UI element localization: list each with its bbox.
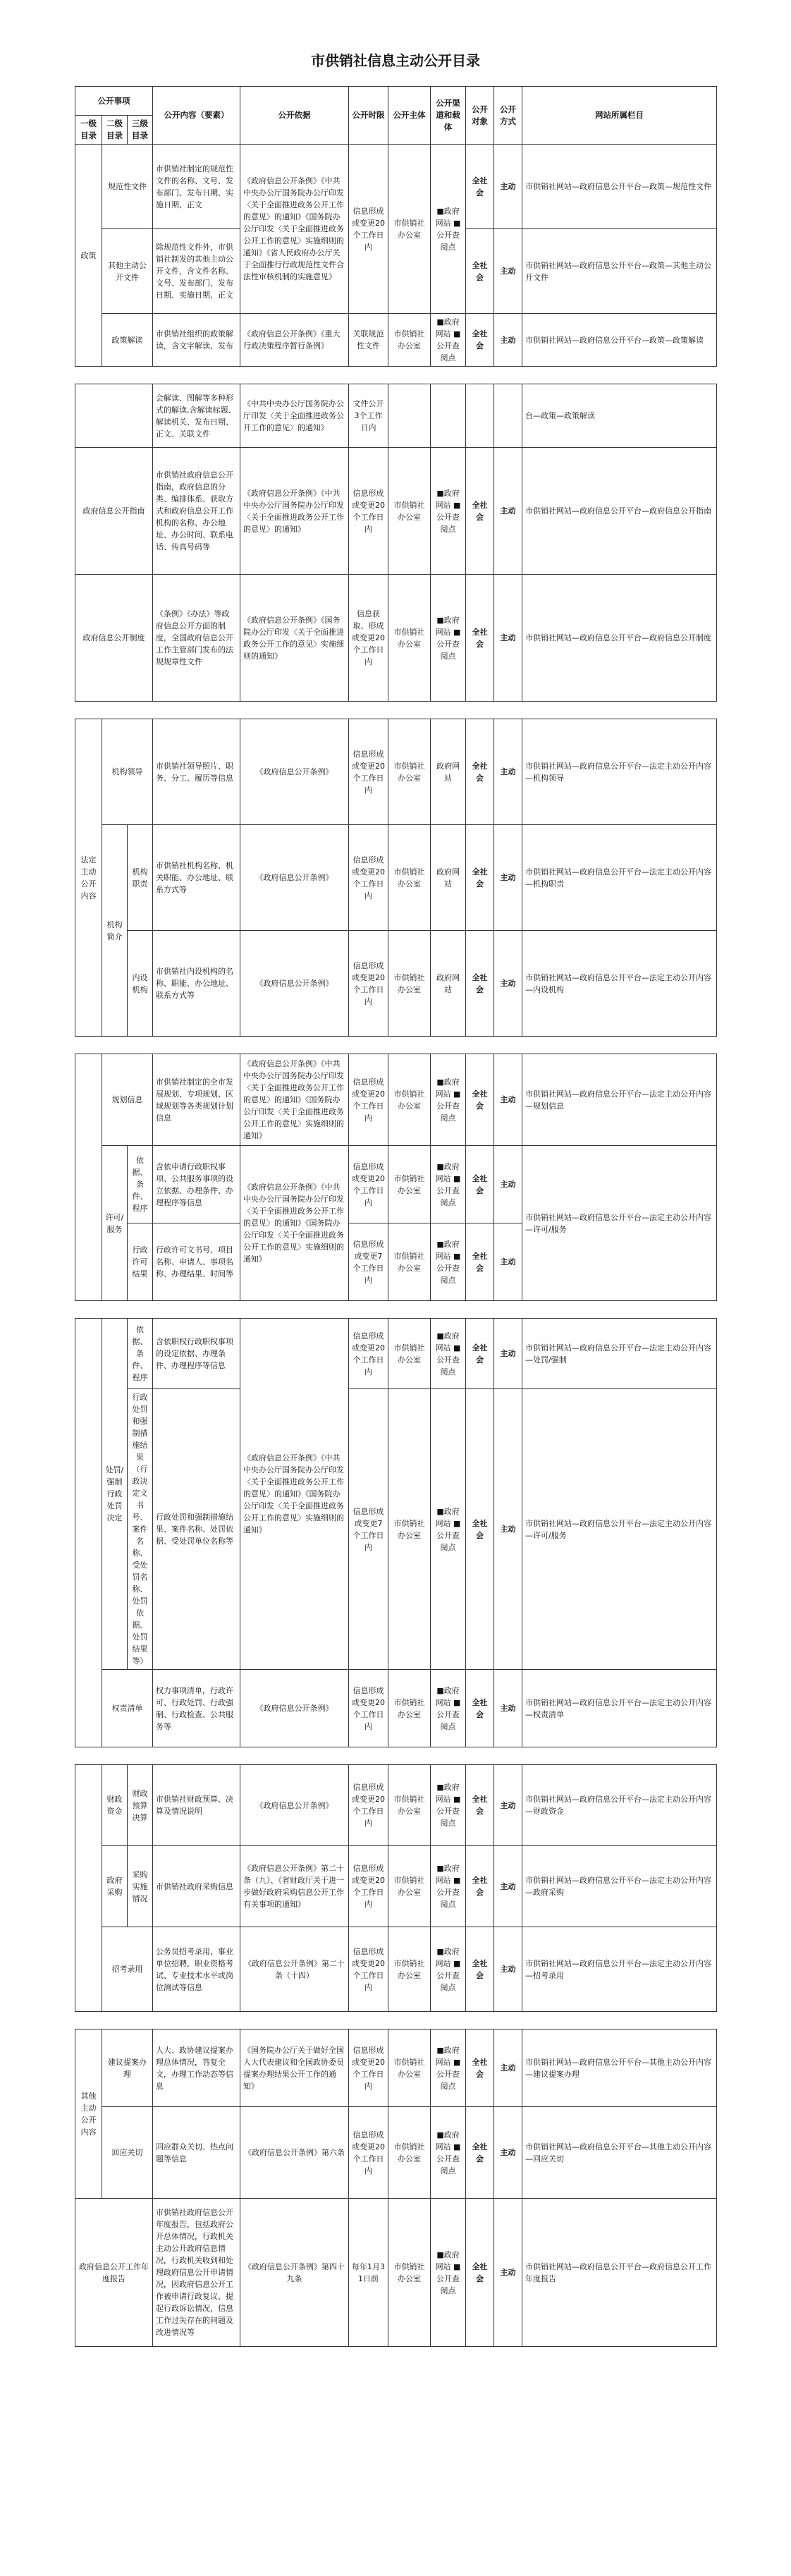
method-cell: 主动 (494, 145, 522, 229)
basis-cell: 《政府信息公开条例》《中共中央办公厅国务院办公厅印发〈关于全面推进政务公开工作的意见〉的通知》《国务院办公厅印发〈关于全面推进政务公开工作的意见〉实施细则的通知》 (240, 1054, 349, 1146)
basis-cell: 《政府信息公开条例》第二十条（九）、《省财政厅关于进一步做好政府采购信息公开工作有关事项的通知》 (240, 1846, 349, 1927)
subject-cell: 市供销社办公室 (388, 1223, 431, 1301)
level2-cell: 规范性文件 (102, 145, 153, 229)
table-row (75, 384, 717, 448)
method-cell: 主动 (494, 2029, 522, 2107)
site-cell: 市供销社网站—政府信息公开平台—法定主动公开内容—许可/服务 (522, 1146, 717, 1301)
content-cell: 行政处罚和强制措施结果、案件名称、处罚依据、受处罚单位名称等 (153, 1389, 240, 1670)
subject-cell: 市供销社办公室 (388, 1146, 431, 1223)
site-cell: 市供销社网站—政府信息公开平台—法定主动公开内容—财政资金 (522, 1765, 717, 1846)
carrier-cell: ■政府网站 ■公开查阅点 (431, 1223, 466, 1301)
target-cell: 全社会 (466, 1846, 494, 1927)
header-level1: 一级目录 (75, 116, 102, 145)
table-row (75, 2199, 717, 2347)
level2-cell: 政府采购 (102, 1846, 128, 1927)
subject-cell: 市供销社办公室 (388, 1765, 431, 1846)
basis-cell: 《政府信息公开条例》《国务院办公厅印发〈关于全面推进政务公开工作的意见〉实施细则的通知》 (240, 575, 349, 702)
target-cell: 全社会 (466, 1223, 494, 1301)
time-cell: 信息形成或变更20个工作日内 (349, 2107, 388, 2199)
header-carrier: 公开渠道和载体 (431, 87, 466, 145)
site-cell: 市供销社网站—政府信息公开平台—其他主动公开内容—回应关切 (522, 2107, 717, 2199)
table-row (75, 1389, 717, 1670)
time-cell: 文件公开3个工作日内 (349, 384, 388, 448)
carrier-cell: ■政府网站 ■公开查阅点 (431, 1146, 466, 1223)
site-cell: 市供销社网站—政府信息公开平台—政策—政策解读 (522, 314, 717, 367)
section-gap (75, 1301, 717, 1319)
site-cell: 市供销社网站—政府信息公开平台—法定主动公开内容—招考录用 (522, 1927, 717, 2012)
table-row (75, 2029, 717, 2107)
level2-cell: 权责清单 (102, 1670, 153, 1747)
level3-cell: 采购实施情况 (128, 1846, 153, 1927)
table-row (75, 2107, 717, 2199)
table-row (75, 1670, 717, 1747)
header-time: 公开时限 (349, 87, 388, 145)
level1-cell (75, 1319, 102, 1747)
level2-cell: 政策解读 (102, 314, 153, 367)
carrier-cell: ■政府网站 ■公开查阅点 (431, 1054, 466, 1146)
content-cell: 市供销社内设机构的名称、职能、办公地址、联系方式等 (153, 931, 240, 1037)
method-cell: 主动 (494, 229, 522, 314)
content-cell: 市供销社机构名称、机关职能、办公地址、联系方式等 (153, 825, 240, 931)
table-row (75, 145, 717, 229)
header-items: 公开事项 (75, 87, 153, 116)
level2-cell: 招考录用 (102, 1927, 153, 2012)
content-cell: 人大、政协建议提案办理总体情况，答复全文，办理工作动态等信息 (153, 2029, 240, 2107)
level2-cell: 规划信息 (102, 1054, 153, 1146)
method-cell: 主动 (494, 1765, 522, 1846)
target-cell: 全社会 (466, 1670, 494, 1747)
subject-cell: 市供销社办公室 (388, 1927, 431, 2012)
site-cell: 市供销社网站—政府信息公开平台—法定主动公开内容—内设机构 (522, 931, 717, 1037)
method-cell: 主动 (494, 2107, 522, 2199)
subject-cell: 市供销社办公室 (388, 2107, 431, 2199)
content-cell: 除规范性文件外，市供销社制发的其他主动公开文件，含文件名称、文号、发布部门、发布日期、实施日期、正文 (153, 229, 240, 314)
carrier-cell: ■政府网站 ■公开查阅点 (431, 575, 466, 702)
basis-cell: 《政府信息公开条例》 (240, 1670, 349, 1747)
subject-cell: 市供销社办公室 (388, 448, 431, 575)
content-cell: 公务员招考录用，事业单位招聘，职业资格考试、专业技术水平或岗位测试等信息 (153, 1927, 240, 2012)
subject-cell: 市供销社办公室 (388, 1054, 431, 1146)
subject-cell: 市供销社办公室 (388, 719, 431, 825)
disclosure-catalog-table (75, 86, 716, 2347)
method-cell: 主动 (494, 1223, 522, 1301)
site-cell: 市供销社网站—政府信息公开平台—法定主动公开内容—规划信息 (522, 1054, 717, 1146)
level3-cell: 内设机构 (128, 931, 153, 1037)
level1-cell: 政策 (75, 145, 102, 367)
header-method: 公开方式 (494, 87, 522, 145)
carrier-cell: ■政府网站 ■公开查阅点 (431, 2029, 466, 2107)
content-cell: 市供销社领导照片、职务、分工、履历等信息 (153, 719, 240, 825)
target-cell: 全社会 (466, 931, 494, 1037)
carrier-cell: ■政府网站 ■公开查阅点 (431, 1846, 466, 1927)
content-cell: 《条例》《办法》等政府信息公开方面的制度，全国政府信息公开工作主管部门发布的法规规章性文件 (153, 575, 240, 702)
site-cell: 市供销社网站—政府信息公开平台—政府信息公开制度 (522, 575, 717, 702)
content-cell: 行政许可文书号、项目名称、申请人、事项名称、办理结果、时间等 (153, 1223, 240, 1301)
time-cell: 关联规范性文件 (349, 314, 388, 367)
time-cell: 信息形成或变更20个工作日内 (349, 1146, 388, 1223)
level2-cell: 建议提案办理 (102, 2029, 153, 2107)
site-cell: 市供销社网站—政府信息公开平台—政府信息公开指南 (522, 448, 717, 575)
target-cell: 全社会 (466, 1319, 494, 1389)
content-cell: 含依申请行政职权事项、公共服务事项的设立依据、办理条件、办理程序等信息 (153, 1146, 240, 1223)
time-cell: 信息形成或变更20个工作日内 (349, 448, 388, 575)
time-cell: 信息获取、形成或变更20个工作日内 (349, 575, 388, 702)
table-row (75, 1054, 717, 1146)
subject-cell: 市供销社办公室 (388, 1319, 431, 1389)
site-cell: 市供销社网站—政府信息公开平台—法定主动公开内容—机构职责 (522, 825, 717, 931)
basis-cell: 《政府信息公开条例》第六条 (240, 2107, 349, 2199)
level1-cell (75, 1054, 102, 1301)
table-row (75, 1846, 717, 1927)
subject-cell: 市供销社办公室 (388, 1389, 431, 1670)
content-cell: 权力事项清单，行政许可、行政处罚、行政强制、行政检查、公共服务等 (153, 1670, 240, 1747)
carrier-cell: ■政府网站 ■公开查阅点 (431, 1670, 466, 1747)
time-cell: 信息形成或变更7个工作日内 (349, 1389, 388, 1670)
target-cell: 全社会 (466, 1054, 494, 1146)
level2-cell: 机构领导 (102, 719, 153, 825)
carrier-cell: ■政府网站 ■公开查阅点 (431, 448, 466, 575)
carrier-cell (431, 384, 466, 448)
subject-cell: 市供销社办公室 (388, 575, 431, 702)
method-cell: 主动 (494, 1319, 522, 1389)
level3-cell: 依据、条件、程序 (128, 1146, 153, 1223)
level3-cell: 行政处罚和强制措施结果（行政决定文书号、案件名称、受处罚名称、处罚依据、处罚结果等） (128, 1389, 153, 1670)
carrier-cell: ■政府网站 ■公开查阅点 (431, 1927, 466, 2012)
basis-cell: 《政府信息公开条例》《中共中央办公厅国务院办公厅印发〈关于全面推进政务公开工作的意见〉的通知》《国务院办公厅印发〈关于全面推进政务公开工作的意见〉实施细则的通知》 (240, 1146, 349, 1301)
basis-cell: 《政府信息公开条例》《中共中央办公厅国务院办公厅印发〈关于全面推进政务公开工作的意见〉的通知》 (240, 448, 349, 575)
time-cell: 信息形成或变更20个工作日内 (349, 1846, 388, 1927)
target-cell: 全社会 (466, 145, 494, 229)
carrier-cell: ■政府网站 ■公开查阅点 (431, 1389, 466, 1670)
subject-cell: 市供销社办公室 (388, 145, 431, 314)
level3-cell: 财政预算决算 (128, 1765, 153, 1846)
carrier-cell: 政府网站 (431, 931, 466, 1037)
content-cell: 市供销社制定的规范性文件的名称、文号、发布部门、发布日期、实施日期、正文 (153, 145, 240, 229)
page-title: 市供销社信息主动公开目录 (311, 52, 480, 69)
carrier-cell: ■政府网站 ■公开查阅点 (431, 2199, 466, 2347)
subject-cell (388, 384, 431, 448)
table-row (75, 1927, 717, 2012)
table-row (75, 719, 717, 825)
basis-cell: 《政府信息公开条例》《中共中央办公厅国务院办公厅印发〈关于全面推进政务公开工作的意见〉的通知》《国务院办公厅印发〈关于全面推进政务公开工作的意见〉实施细则的通知》 (240, 1319, 349, 1670)
table-row (75, 1765, 717, 1846)
time-cell: 信息形成或变更20个工作日内 (349, 1765, 388, 1846)
level1-cell (75, 384, 153, 448)
level2-cell: 机构简介 (102, 825, 128, 1037)
table-row (75, 825, 717, 931)
method-cell (494, 384, 522, 448)
carrier-cell: ■政府网站 ■公开查阅点 (431, 2107, 466, 2199)
method-cell: 主动 (494, 1846, 522, 1927)
target-cell (466, 384, 494, 448)
method-cell: 主动 (494, 825, 522, 931)
level1-cell: 其他主动公开内容 (75, 2029, 102, 2199)
table-row (75, 1319, 717, 1389)
time-cell: 信息形成或变更20个工作日内 (349, 1054, 388, 1146)
time-cell: 信息形成或变更20个工作日内 (349, 931, 388, 1037)
target-cell: 全社会 (466, 2029, 494, 2107)
content-cell: 市供销社财政预算、决算及情况说明 (153, 1765, 240, 1846)
site-cell: 市供销社网站—政府信息公开平台—法定主动公开内容—机构领导 (522, 719, 717, 825)
site-cell: 市供销社网站—政府信息公开平台—其他主动公开内容—建议提案办理 (522, 2029, 717, 2107)
header-target: 公开对象 (466, 87, 494, 145)
level2-cell: 财政资金 (102, 1765, 128, 1846)
header-level3: 三级目录 (128, 116, 153, 145)
content-cell: 市供销社制定的全市发展规划、专项规划、区域规划等各类规划计划信息 (153, 1054, 240, 1146)
method-cell: 主动 (494, 575, 522, 702)
time-cell: 信息形成或变更20个工作日内 (349, 1670, 388, 1747)
level2-cell: 处罚/强制行政处罚决定 (102, 1319, 128, 1670)
carrier-cell: ■政府网站 ■公开查阅点 (431, 314, 466, 367)
carrier-cell: 政府网站 (431, 825, 466, 931)
table-row (75, 931, 717, 1037)
level2-cell: 许可/服务 (102, 1146, 128, 1301)
section-gap (75, 367, 717, 384)
level1-cell: 政府信息公开指南 (75, 448, 153, 575)
basis-cell: 《政府信息公开条例》《重大行政决策程序暂行条例》 (240, 314, 349, 367)
table-row (75, 575, 717, 702)
time-cell: 每年1月31日前 (349, 2199, 388, 2347)
target-cell: 全社会 (466, 229, 494, 314)
table-row (75, 314, 717, 367)
level1-cell: 法定主动公开内容 (75, 719, 102, 1037)
content-cell: 市供销社政府信息公开指南，政府信息的分类、编排体系、获取方式和政府信息公开工作机构的名称、办公地址、办公时间、联系电话、传真号码等 (153, 448, 240, 575)
site-cell: 市供销社网站—政府信息公开平台—法定主动公开内容—权责清单 (522, 1670, 717, 1747)
content-cell: 市供销社组织的政策解读，含文字解读、发布 (153, 314, 240, 367)
method-cell: 主动 (494, 1146, 522, 1223)
basis-cell: 《政府信息公开条例》 (240, 719, 349, 825)
basis-cell: 《政府信息公开条例》第四十九条 (240, 2199, 349, 2347)
table-row (75, 448, 717, 575)
header-subject: 公开主体 (388, 87, 431, 145)
method-cell: 主动 (494, 1670, 522, 1747)
header-level2: 二级目录 (102, 116, 128, 145)
target-cell: 全社会 (466, 575, 494, 702)
subject-cell: 市供销社办公室 (388, 931, 431, 1037)
target-cell: 全社会 (466, 448, 494, 575)
site-cell: 市供销社网站—政府信息公开平台—法定主动公开内容—处罚/强制 (522, 1319, 717, 1389)
site-cell: 市供销社网站—政府信息公开平台—法定主动公开内容—许可/服务 (522, 1389, 717, 1670)
content-cell: 市供销社政府采购信息 (153, 1846, 240, 1927)
header-content: 公开内容（要素） (153, 87, 240, 145)
level2-cell: 回应关切 (102, 2107, 153, 2199)
target-cell: 全社会 (466, 825, 494, 931)
level3-cell: 机构职责 (128, 825, 153, 931)
level2-cell: 其他主动公开文件 (102, 229, 153, 314)
header-basis: 公开依据 (240, 87, 349, 145)
level3-cell: 依据、条件、程序 (128, 1319, 153, 1389)
method-cell: 主动 (494, 314, 522, 367)
site-cell: 台—政策—政策解读 (522, 384, 717, 448)
subject-cell: 市供销社办公室 (388, 2199, 431, 2347)
target-cell: 全社会 (466, 314, 494, 367)
subject-cell: 市供销社办公室 (388, 1670, 431, 1747)
method-cell: 主动 (494, 1927, 522, 2012)
method-cell: 主动 (494, 448, 522, 575)
carrier-cell: ■政府网站 ■公开查阅点 (431, 1319, 466, 1389)
carrier-cell: ■政府网站 ■公开查阅点 (431, 145, 466, 314)
method-cell: 主动 (494, 931, 522, 1037)
subject-cell: 市供销社办公室 (388, 825, 431, 931)
site-cell: 市供销社网站—政府信息公开平台—政策—规范性文件 (522, 145, 717, 229)
level1-cell (75, 1765, 102, 2012)
level1-cell: 政府信息公开工作年度报告 (75, 2199, 153, 2347)
basis-cell: 《政府信息公开条例》 (240, 1765, 349, 1846)
basis-cell: 《政府信息公开条例》《中共中央办公厅国务院办公厅印发〈关于全面推进政务公开工作的意见〉的通知》《国务院办公厅印发〈关于全面推进政务公开工作的意见〉实施细则的通知》《省人民政府办公厅关于全面推行行政规范性文件合法性审核机制的实施意见》 (240, 145, 349, 314)
content-cell: 市供销社政府信息公开年度报告，包括政府公开总体情况，行政机关主动公开政府信息情况，行政机关收到和处理政府信息公开申请情况，因政府信息公开工作被申请行政复议、提起行政诉讼情况，信息工作过失存在的问题及改进情况等 (153, 2199, 240, 2347)
subject-cell: 市供销社办公室 (388, 2029, 431, 2107)
method-cell: 主动 (494, 2199, 522, 2347)
content-cell: 含依职权行政职权事项的设定依据、办理条件、办理程序等信息 (153, 1319, 240, 1389)
site-cell: 市供销社网站—政府信息公开平台—政府信息公开工作年度报告 (522, 2199, 717, 2347)
site-cell: 市供销社网站—政府信息公开平台—政策—其他主动公开文件 (522, 229, 717, 314)
time-cell: 信息形成或变更20个工作日内 (349, 1927, 388, 2012)
target-cell: 全社会 (466, 1389, 494, 1670)
carrier-cell: 政府网站 (431, 719, 466, 825)
table-row (75, 1146, 717, 1223)
target-cell: 全社会 (466, 2199, 494, 2347)
section-gap (75, 702, 717, 719)
target-cell: 全社会 (466, 719, 494, 825)
basis-cell: 《政府信息公开条例》 (240, 825, 349, 931)
basis-cell: 《政府信息公开条例》 (240, 931, 349, 1037)
time-cell: 信息形成或变更7个工作日内 (349, 1223, 388, 1301)
method-cell: 主动 (494, 719, 522, 825)
basis-cell: 《政府信息公开条例》第二十条（十四） (240, 1927, 349, 2012)
basis-cell: 《中共中央办公厅国务院办公厅印发〈关于全面推进政务公开工作的意见〉的通知》 (240, 384, 349, 448)
subject-cell: 市供销社办公室 (388, 314, 431, 367)
header-site: 网站所属栏目 (522, 87, 717, 145)
basis-cell: 《国务院办公厅关于做好全国人大代表建议和全国政协委员提案办理结果公开工作的通知》 (240, 2029, 349, 2107)
time-cell: 信息形成或变更20个工作日内 (349, 719, 388, 825)
section-gap (75, 1037, 717, 1054)
target-cell: 全社会 (466, 1765, 494, 1846)
content-cell: 回应群众关切、热点问题等信息 (153, 2107, 240, 2199)
target-cell: 全社会 (466, 1146, 494, 1223)
time-cell: 信息形成或变更20个工作日内 (349, 1319, 388, 1389)
carrier-cell: ■政府网站 ■公开查阅点 (431, 1765, 466, 1846)
section-gap (75, 2012, 717, 2029)
method-cell: 主动 (494, 1389, 522, 1670)
target-cell: 全社会 (466, 1927, 494, 2012)
method-cell: 主动 (494, 1054, 522, 1146)
content-cell: 会解读、图解等多种形式的解读,含解读标题、解读机关、发布日期、正文、关联文件 (153, 384, 240, 448)
level1-cell: 政府信息公开制度 (75, 575, 153, 702)
target-cell: 全社会 (466, 2107, 494, 2199)
time-cell: 信息形成或变更20个工作日内 (349, 825, 388, 931)
level3-cell: 行政许可结果 (128, 1223, 153, 1301)
subject-cell: 市供销社办公室 (388, 1846, 431, 1927)
site-cell: 市供销社网站—政府信息公开平台—法定主动公开内容—政府采购 (522, 1846, 717, 1927)
time-cell: 信息形成或变更20个工作日内 (349, 2029, 388, 2107)
time-cell: 信息形成或变更20个工作日内 (349, 145, 388, 314)
section-gap (75, 1747, 717, 1765)
